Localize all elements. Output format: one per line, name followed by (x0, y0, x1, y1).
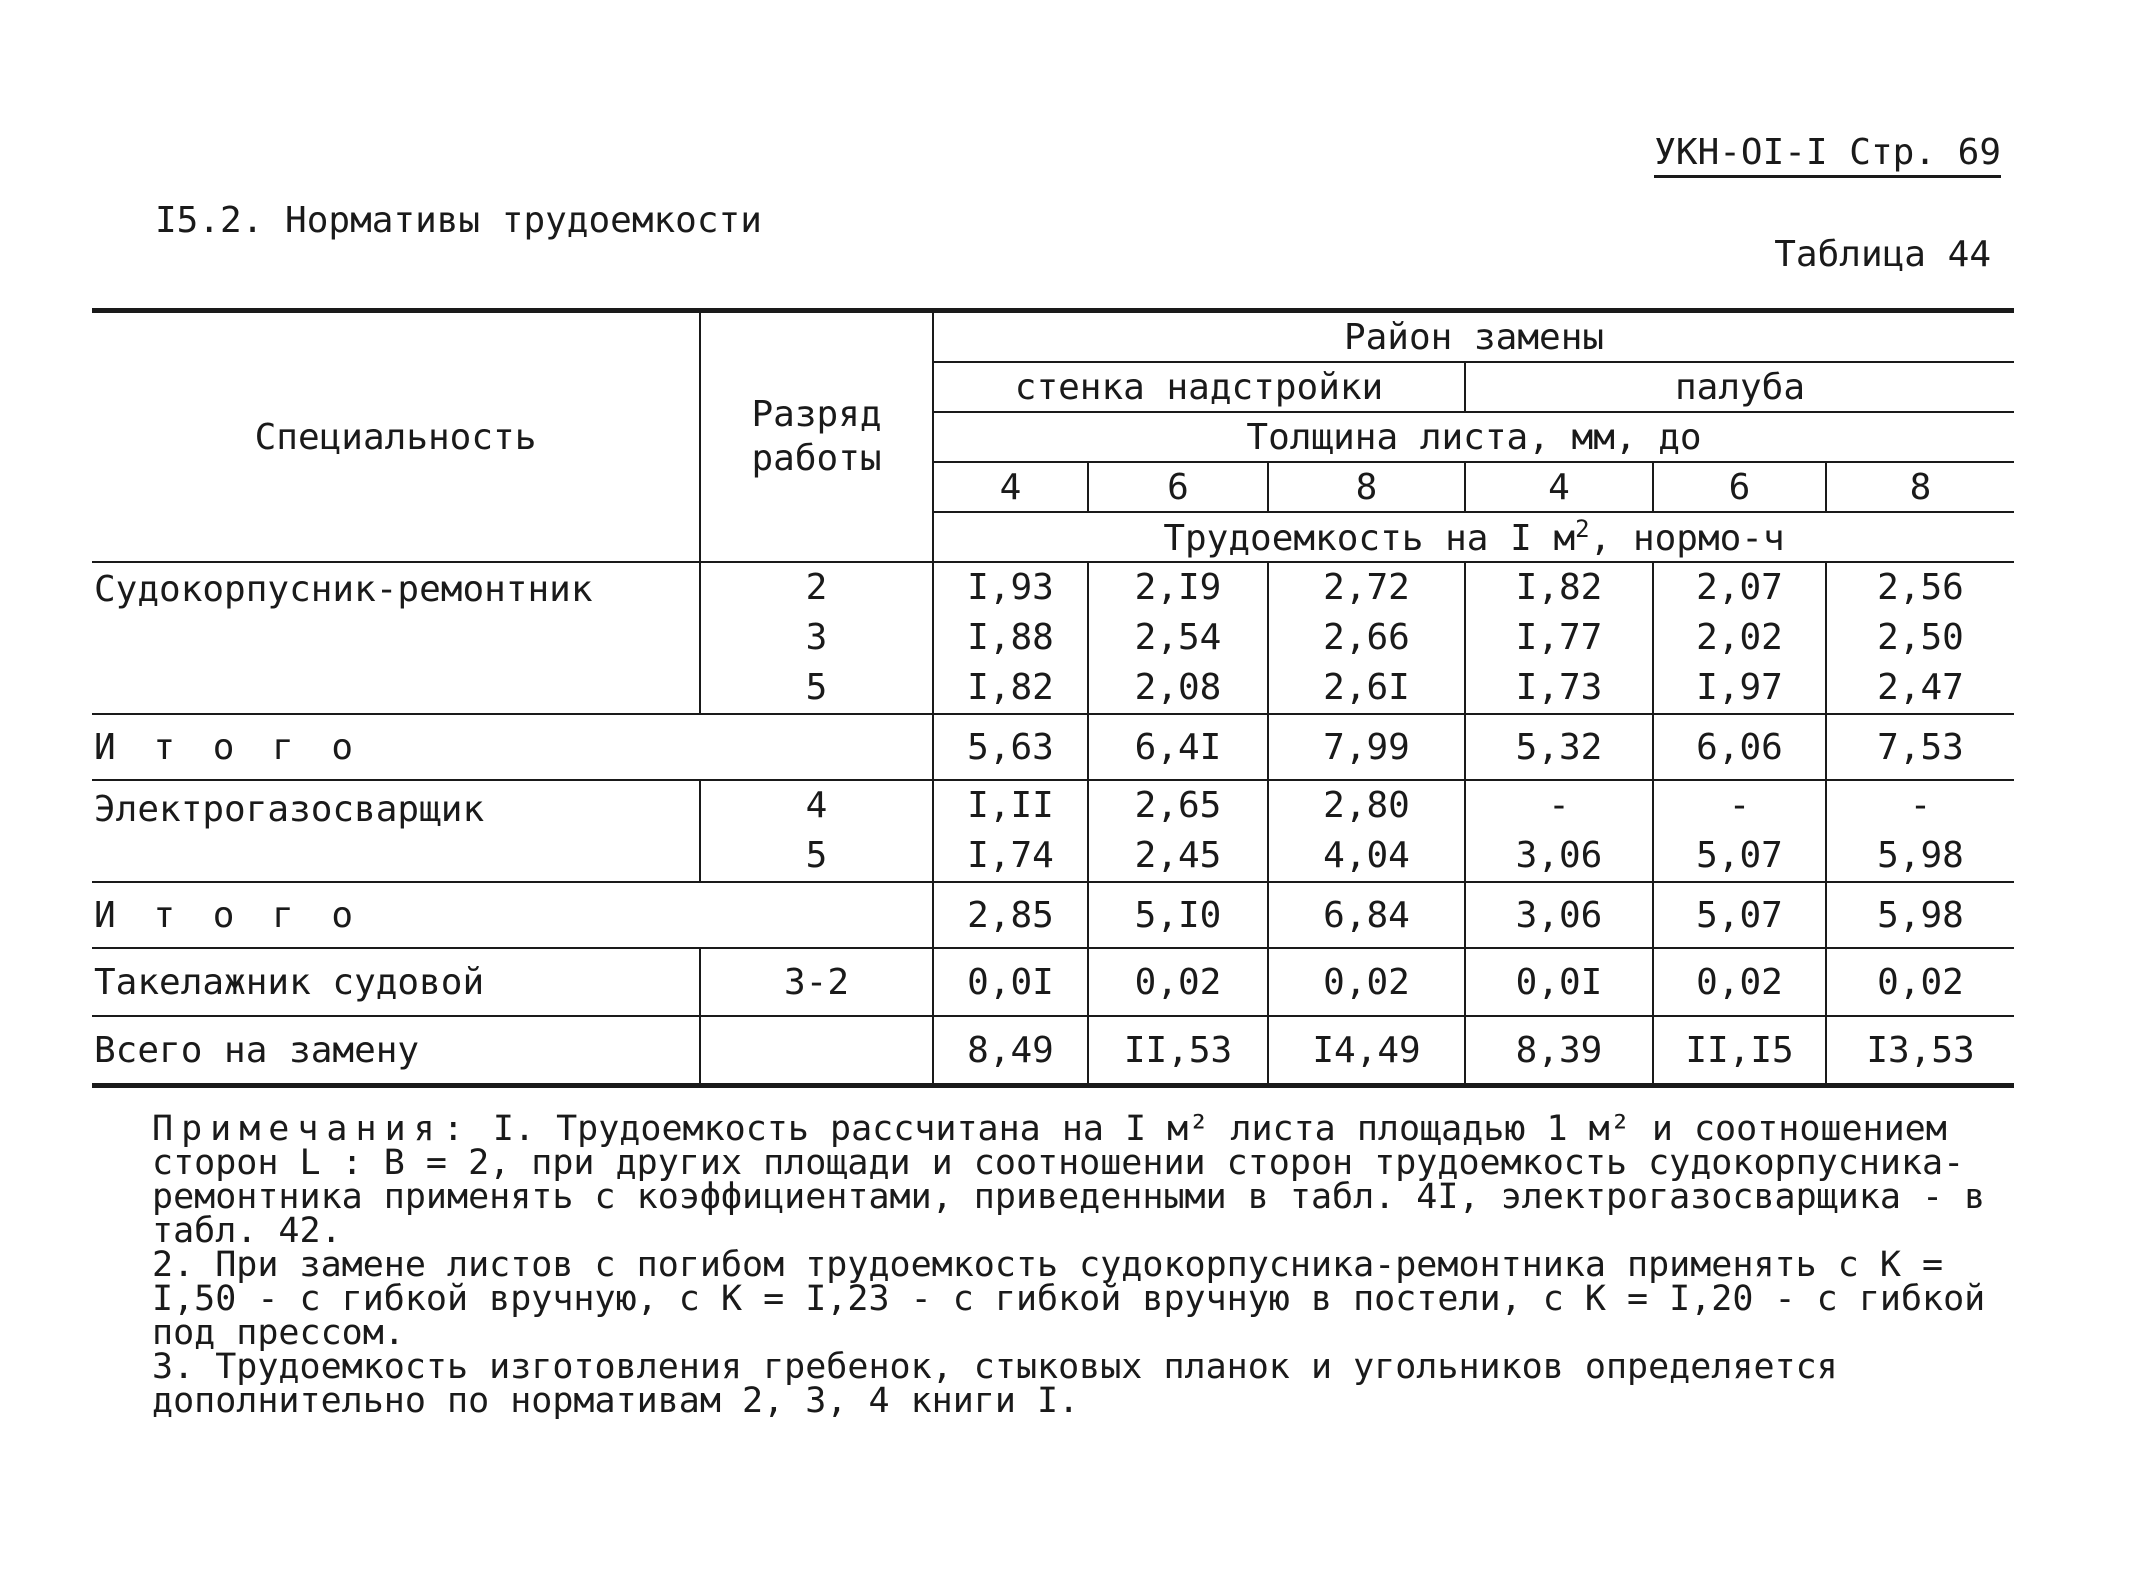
value-cell: 0,02 (1653, 948, 1826, 1016)
grand-total-label: Всего на замену (92, 1016, 700, 1086)
labor-norms-table (92, 308, 2014, 1088)
thickness-value: 8 (1268, 462, 1465, 512)
grand-total-value: II,53 (1088, 1016, 1268, 1086)
value-cell: - 5,98 (1826, 780, 2014, 882)
total-value: 7,99 (1268, 714, 1465, 780)
total-value: 5,I0 (1088, 882, 1268, 948)
notes (92, 1109, 2022, 1421)
specialty-cell: Электрогазосварщик (92, 780, 700, 882)
grand-total-value: I4,49 (1268, 1016, 1465, 1086)
table-row (92, 780, 2014, 882)
unit-header: Трудоемкость на I $м^2$, нормо-ч (933, 512, 2014, 562)
note-1: Примечания: I. Трудоемкость рассчитана на I м² листа площадью 1 м² и соотношением сторон L : B = 2, при других площади и соотношении сторон трудоемкость судокорпусника-ремонтника применять с коэффициентами, приведенными в табл. 4I, электрогазосварщика - в табл. 42. (152, 1109, 1986, 1251)
thickness-value: 4 (1465, 462, 1653, 512)
grand-total-value: 8,39 (1465, 1016, 1653, 1086)
specialty-cell: Такелажник судовой (92, 948, 700, 1016)
total-value: 2,85 (933, 882, 1088, 948)
grand-total-value: I3,53 (1826, 1016, 2014, 1086)
total-value: 6,84 (1268, 882, 1465, 948)
specialty-header: Специальность (92, 311, 700, 563)
rank-cell: 3-2 (700, 948, 933, 1016)
value-cell: 0,0I (1465, 948, 1653, 1016)
total-value: 5,07 (1653, 882, 1826, 948)
total-value: 6,06 (1653, 714, 1826, 780)
total-value: 5,32 (1465, 714, 1653, 780)
rank-cell: 4 5 (700, 780, 933, 882)
note-3: 3. Трудоемкость изготовления гребенок, стыковых планок и угольников определяется дополнительно по нормативам 2, 3, 4 книги I. (152, 1347, 1838, 1421)
value-cell: 2,72 2,66 2,6I (1268, 562, 1465, 714)
value-cell: I,II I,74 (933, 780, 1088, 882)
value-cell: - 3,06 (1465, 780, 1653, 882)
table-row-total (92, 714, 2014, 780)
area-group-deck: палуба (1465, 362, 2014, 412)
value-cell: 0,02 (1826, 948, 2014, 1016)
area-header: Район замены (933, 311, 2014, 363)
value-cell: I,82 I,77 I,73 (1465, 562, 1653, 714)
rank-cell-empty (700, 1016, 933, 1086)
rank-header: Разряд работы (700, 311, 933, 563)
thickness-value: 8 (1826, 462, 2014, 512)
section-title: I5.2. Нормативы трудоемкости (155, 200, 762, 241)
thickness-value: 6 (1088, 462, 1268, 512)
total-value: 6,4I (1088, 714, 1268, 780)
value-cell: 2,I9 2,54 2,08 (1088, 562, 1268, 714)
value-cell: 2,07 2,02 I,97 (1653, 562, 1826, 714)
table-row (92, 562, 2014, 714)
area-group-superstructure: стенка надстройки (933, 362, 1465, 412)
page-reference: УКН-ОI-I Стр. 69 (1654, 132, 2001, 178)
note-2: 2. При замене листов с погибом трудоемкость судокорпусника-ремонтника применять с К = I,50 - с гибкой вручную, с К = I,23 - с гибкой вручную в постели, с К = I,20 - с гибкой под прессом. (152, 1245, 1986, 1353)
value-cell: 0,0I (933, 948, 1088, 1016)
specialty-cell: Судокорпусник-ремонтник (92, 562, 700, 714)
value-cell: 0,02 (1088, 948, 1268, 1016)
value-cell: - 5,07 (1653, 780, 1826, 882)
grand-total-value: 8,49 (933, 1016, 1088, 1086)
table-label: Таблица 44 (1774, 234, 1991, 275)
thickness-value: 4 (933, 462, 1088, 512)
total-value: 3,06 (1465, 882, 1653, 948)
thickness-header: Толщина листа, мм, до (933, 412, 2014, 462)
total-value: 5,63 (933, 714, 1088, 780)
grand-total-value: II,I5 (1653, 1016, 1826, 1086)
value-cell: 2,65 2,45 (1088, 780, 1268, 882)
table-row-grand-total (92, 1016, 2014, 1086)
table-row (92, 948, 2014, 1016)
table-row-total (92, 882, 2014, 948)
value-cell: 0,02 (1268, 948, 1465, 1016)
value-cell: 2,80 4,04 (1268, 780, 1465, 882)
rank-cell: 2 3 5 (700, 562, 933, 714)
thickness-value: 6 (1653, 462, 1826, 512)
value-cell: I,93 I,88 I,82 (933, 562, 1088, 714)
total-value: 7,53 (1826, 714, 2014, 780)
value-cell: 2,56 2,50 2,47 (1826, 562, 2014, 714)
total-value: 5,98 (1826, 882, 2014, 948)
total-label: И т о г о (92, 714, 933, 780)
total-label: И т о г о (92, 882, 933, 948)
notes-label: Примечания: (152, 1109, 472, 1149)
